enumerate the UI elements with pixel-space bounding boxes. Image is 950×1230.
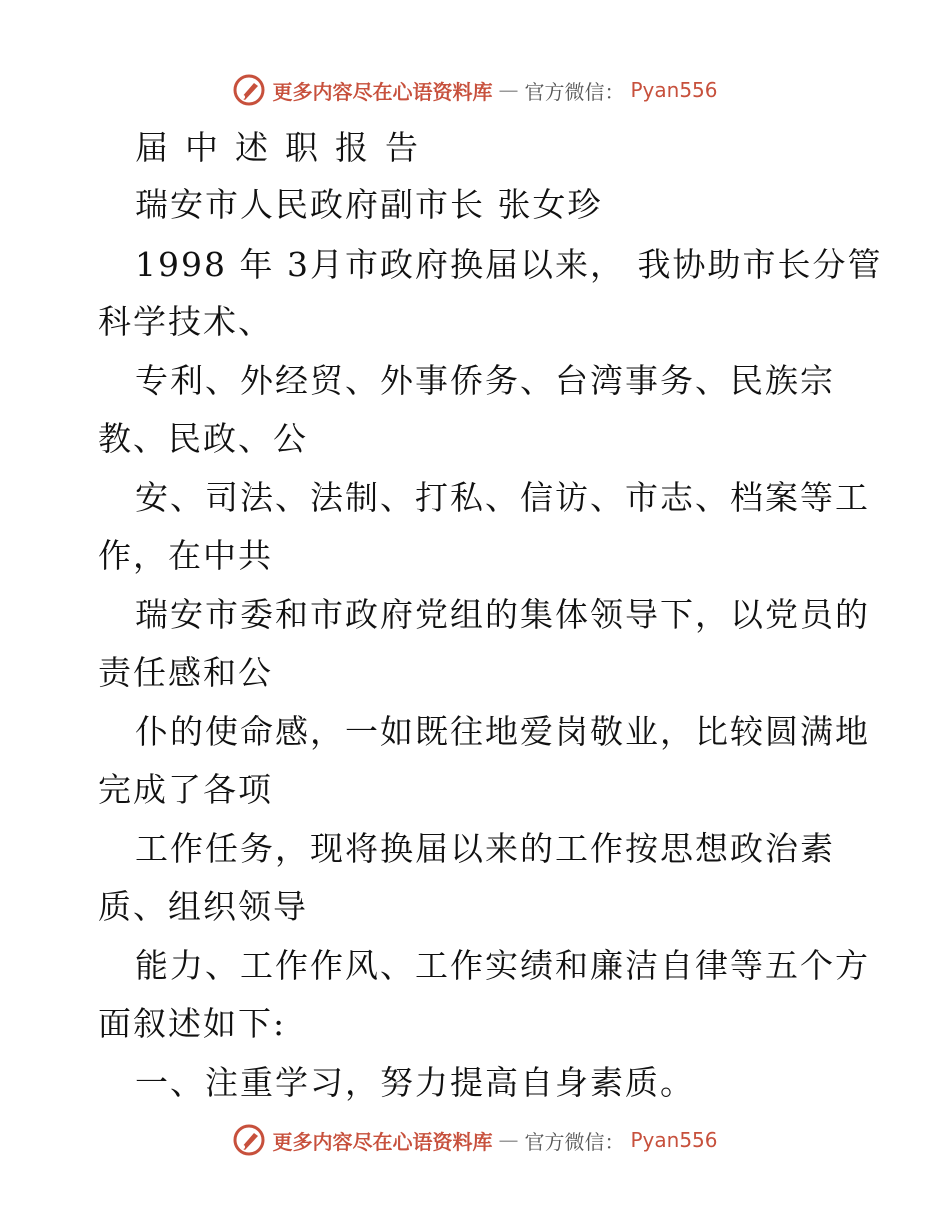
body-line: 专利、外经贸、外事侨务、台湾事务、民族宗 xyxy=(135,361,835,400)
body-line: 仆的使命感，一如既往地爱岗敬业，比较圆满地 xyxy=(135,712,870,751)
body-line: 安、司法、法制、打私、信访、市志、档案等工 xyxy=(135,478,870,517)
document-title: 届中述职报告 xyxy=(135,128,435,167)
body-line: 能力、工作作风、工作实绩和廉洁自律等五个方 xyxy=(135,946,870,985)
body-line: 工作任务，现将换届以来的工作按思想政治素 xyxy=(135,829,835,868)
watermark-dash: — xyxy=(498,78,519,102)
body-line: 完成了各项 xyxy=(98,770,273,809)
body-line: 面叙述如下: xyxy=(98,1004,287,1043)
body-line: 作，在中共 xyxy=(98,536,273,575)
document-author: 瑞安市人民政府副市长 张女珍 xyxy=(135,185,603,224)
watermark-official-label: 官方微信： xyxy=(524,1129,625,1154)
watermark-handle: Pyan556 xyxy=(630,78,718,102)
footer-watermark xyxy=(0,1120,950,1160)
watermark-official-label: 官方微信： xyxy=(524,79,625,104)
body-line: 瑞安市委和市政府党组的集体领导下，以党员的 xyxy=(135,595,870,634)
body-line: 教、民政、公 xyxy=(98,419,308,458)
body-line: 质、组织领导 xyxy=(98,887,308,926)
body-line: 1998 年 3月市政府换届以来， 我协助市长分管 xyxy=(135,245,883,284)
watermark-handle: Pyan556 xyxy=(630,1128,718,1152)
body-line: 科学技术、 xyxy=(98,302,273,341)
pen-seal-icon xyxy=(232,1123,266,1157)
body-line: 责任感和公 xyxy=(98,653,273,692)
section-heading: 一、注重学习，努力提高自身素质。 xyxy=(135,1063,695,1102)
watermark-brand: 更多内容尽在心语资料库 xyxy=(272,79,493,104)
watermark-brand: 更多内容尽在心语资料库 xyxy=(272,1129,493,1154)
watermark-dash: — xyxy=(498,1128,519,1152)
